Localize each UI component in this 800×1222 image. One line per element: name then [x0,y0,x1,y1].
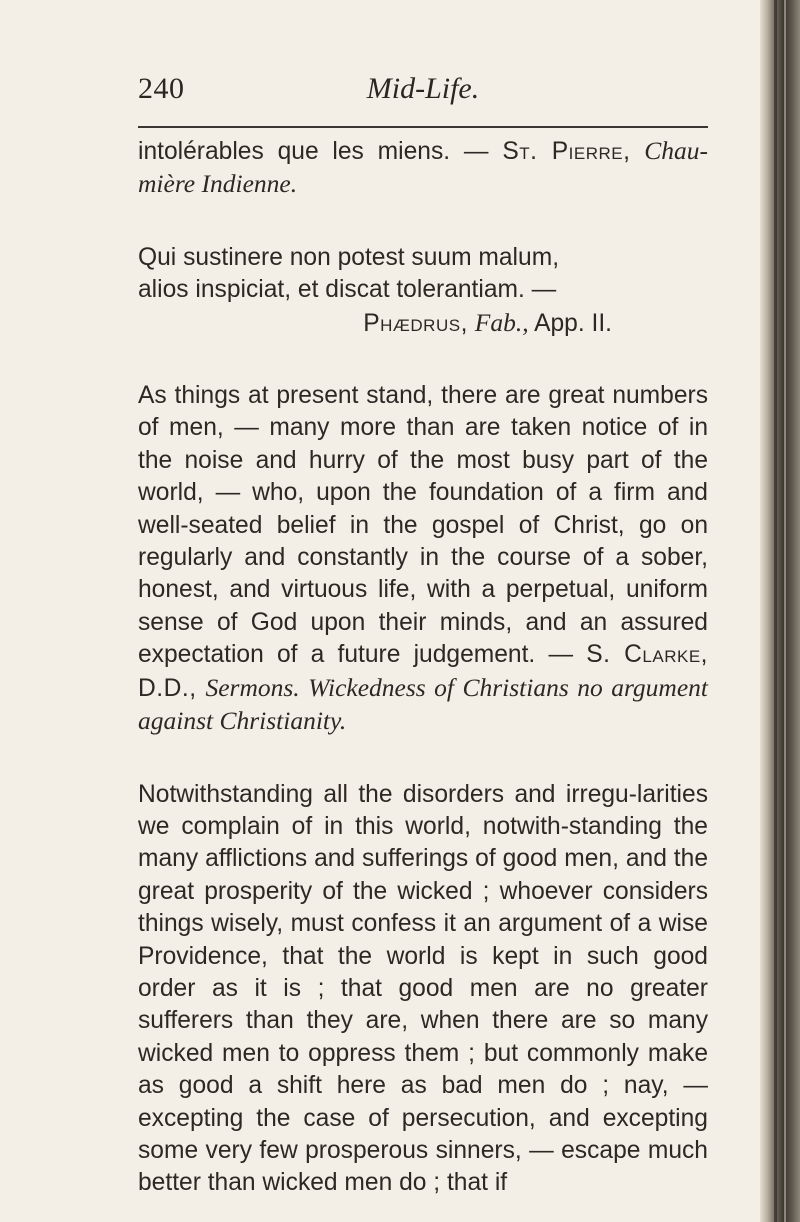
quote-2-ref: App. II. [534,309,612,337]
page-number: 240 [138,72,185,105]
quote-2-attribution [138,307,708,340]
header-rule [138,126,708,128]
paragraph-gap [138,202,708,242]
quote-3-author: S. Clarke, D.D., [138,641,708,702]
quote-paragraph-2 [138,242,708,307]
quote-1-work: Chau-mière Indienne. [138,136,708,199]
quote-3-work: Sermons. Wickedness of Christians no argument against Christianity. [138,672,708,736]
quote-2-line-1: Qui sustinere non potest suum malum, [138,243,560,271]
quote-paragraph-4 [138,779,708,1200]
running-head: Mid-Life. [366,72,480,105]
page-header [138,72,708,112]
quote-3-text: As things at present stand, there are great numbers of men, — many more than are taken notice of in the noise and hurry of the most busy part of the world, — who, upon the foundation of a firm and well-seated belief in the gospel of Christ, go on regularly and constantly in the course of a sober, honest, and virtuous life, with a perpetual, uniform sense of God upon their minds, and an assured expectation of a future judgement. — [138,382,708,669]
paragraph-gap [138,739,708,779]
quote-4-text: Notwithstanding all the disorders and irregu-larities we complain of in this world, notwith-standing the many afflictions and sufferings of good men, and the great prosperity of the wicked ; whoever considers things wisely, must confess it an argument of a wise Providence, that the world is kept in such good order as it is ; that good men are no greater sufferers than they are, when there are so many wicked men to oppress them ; but commonly make as good a shift here as bad men do ; nay, — excepting the case of persecution, and excepting some very few prosperous sinners, — escape much better than wicked men do ; that if [138,780,708,1197]
book-binding-edge [760,0,800,1222]
quote-1-text: intolérables que les miens. — [138,138,503,165]
quote-2-line-2: alios inspiciat, et discat tolerantiam. — [138,276,557,304]
quote-2-work: Fab., [474,307,529,337]
page-body [138,135,708,1200]
paragraph-gap [138,340,708,380]
quote-1-author: St. Pierre, [502,138,631,165]
quote-paragraph-1 [138,135,708,202]
quote-2-author: Phædrus, [363,309,468,337]
quote-paragraph-3 [138,380,708,738]
